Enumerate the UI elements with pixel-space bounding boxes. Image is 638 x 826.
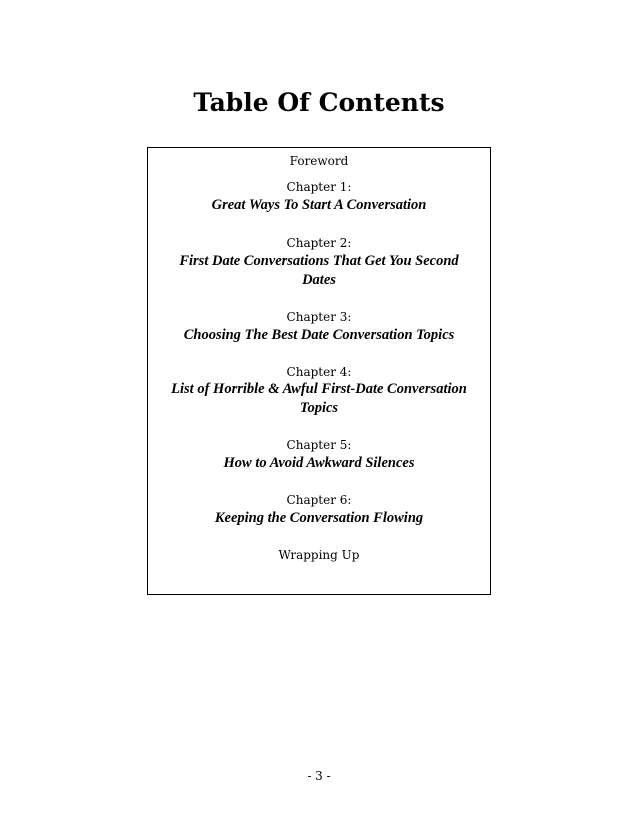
toc-chapter-1-label: Chapter 1:	[286, 180, 352, 194]
table-of-contents-box	[147, 147, 491, 595]
toc-chapter-4-label: Chapter 4:	[286, 365, 352, 379]
toc-chapter-2-title-line-1: First Date Conversations That Get You Second	[179, 253, 459, 269]
toc-wrapping-up: Wrapping Up	[278, 548, 360, 562]
page-title: Table Of Contents	[193, 88, 445, 117]
toc-chapter-2-title-line-2: Dates	[302, 272, 336, 288]
toc-foreword: Foreword	[289, 154, 349, 168]
toc-chapter-5-label: Chapter 5:	[286, 438, 352, 452]
toc-chapter-1-title: Great Ways To Start A Conversation	[211, 197, 427, 213]
toc-chapter-3-title: Choosing The Best Date Conversation Topics	[183, 327, 455, 343]
toc-chapter-6-title: Keeping the Conversation Flowing	[214, 510, 424, 526]
page-number: - 3 -	[307, 769, 331, 783]
toc-chapter-4-title-line-2: Topics	[299, 400, 339, 416]
toc-chapter-5-title: How to Avoid Awkward Silences	[223, 455, 415, 471]
toc-chapter-3-label: Chapter 3:	[286, 310, 352, 324]
toc-chapter-2-label: Chapter 2:	[286, 236, 352, 250]
toc-chapter-6-label: Chapter 6:	[286, 493, 352, 507]
toc-chapter-4-title-line-1: List of Horrible & Awful First-Date Conversation	[171, 381, 467, 397]
